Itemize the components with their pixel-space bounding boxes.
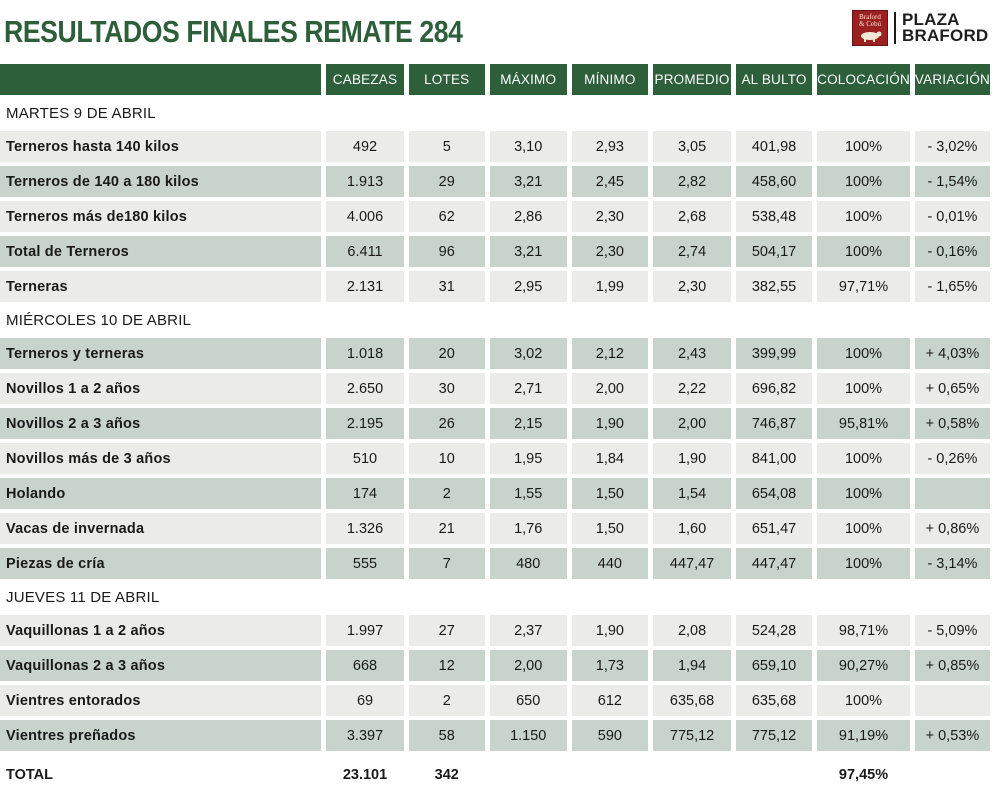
cell-variación	[915, 685, 990, 716]
cell-mínimo: 1,50	[572, 478, 649, 509]
cell-colocación: 90,27%	[817, 650, 910, 681]
cell-al-bulto: 524,28	[736, 615, 812, 646]
table-row	[0, 513, 990, 544]
cell-al-bulto: 651,47	[736, 513, 812, 544]
section-heading-row	[0, 95, 990, 131]
header-al-bulto: AL BULTO	[736, 64, 812, 95]
cell-máximo: 1,76	[490, 513, 567, 544]
table-row	[0, 373, 990, 404]
header-minimo: MÍNIMO	[572, 64, 649, 95]
cell-promedio: 2,68	[653, 201, 731, 232]
table-row	[0, 408, 990, 439]
row-label: Terneros de 140 a 180 kilos	[0, 166, 321, 197]
cell-variación: - 0,01%	[915, 201, 990, 232]
cell-máximo: 1.150	[490, 720, 567, 751]
cell-al-bulto: 696,82	[736, 373, 812, 404]
cell-lotes: 20	[409, 338, 485, 369]
cell-mínimo: 440	[572, 548, 649, 579]
cell-cabezas: 668	[326, 650, 403, 681]
cell-al-bulto: 447,47	[736, 548, 812, 579]
cow-icon	[856, 30, 884, 42]
cell-cabezas: 3.397	[326, 720, 403, 751]
cell-lotes: 21	[409, 513, 485, 544]
cell-colocación: 98,71%	[817, 615, 910, 646]
row-label: Novillos 1 a 2 años	[0, 373, 321, 404]
table-row	[0, 478, 990, 509]
badge-line-1: Braford	[859, 13, 881, 21]
section-heading-row	[0, 302, 990, 338]
page-title: RESULTADOS FINALES REMATE 284	[4, 14, 463, 49]
logo-wordmark	[902, 12, 988, 44]
cell-variación: + 4,03%	[915, 338, 990, 369]
cell-máximo: 2,71	[490, 373, 567, 404]
table-row	[0, 548, 990, 579]
header-promedio: PROMEDIO	[653, 64, 731, 95]
cell-mínimo: 2,30	[572, 201, 649, 232]
cell-colocación: 100%	[817, 685, 910, 716]
row-label: Vientres entorados	[0, 685, 321, 716]
cell-al-bulto: 775,12	[736, 720, 812, 751]
cell-mínimo: 2,45	[572, 166, 649, 197]
cell-lotes: 30	[409, 373, 485, 404]
cell-al-bulto: 659,10	[736, 650, 812, 681]
cell-variación: - 0,16%	[915, 236, 990, 267]
cell-al-bulto: 654,08	[736, 478, 812, 509]
badge-line-2: & Cebú	[859, 20, 881, 28]
total-cell	[736, 751, 812, 787]
cell-colocación: 100%	[817, 513, 910, 544]
table-row	[0, 201, 990, 232]
cell-lotes: 58	[409, 720, 485, 751]
cell-al-bulto: 382,55	[736, 271, 812, 302]
cell-máximo: 1,55	[490, 478, 567, 509]
cell-colocación: 97,71%	[817, 271, 910, 302]
cell-promedio: 1,54	[653, 478, 731, 509]
total-cell: 23.101	[326, 751, 403, 787]
cell-al-bulto: 635,68	[736, 685, 812, 716]
cell-lotes: 96	[409, 236, 485, 267]
cell-colocación: 100%	[817, 166, 910, 197]
cell-promedio: 2,74	[653, 236, 731, 267]
section-heading: JUEVES 11 DE ABRIL	[0, 579, 990, 615]
section-heading-row	[0, 579, 990, 615]
row-label: Total de Terneros	[0, 236, 321, 267]
section-heading: MARTES 9 DE ABRIL	[0, 95, 990, 131]
cell-colocación: 100%	[817, 478, 910, 509]
cell-máximo: 3,10	[490, 131, 567, 162]
results-table	[0, 64, 995, 787]
cell-variación: - 0,26%	[915, 443, 990, 474]
cell-promedio: 1,90	[653, 443, 731, 474]
table-row	[0, 166, 990, 197]
cell-promedio: 2,08	[653, 615, 731, 646]
table-row	[0, 131, 990, 162]
cell-máximo: 2,37	[490, 615, 567, 646]
cell-mínimo: 1,50	[572, 513, 649, 544]
cell-cabezas: 1.913	[326, 166, 403, 197]
cell-cabezas: 174	[326, 478, 403, 509]
section-heading: MIÉRCOLES 10 DE ABRIL	[0, 302, 990, 338]
row-label: Piezas de cría	[0, 548, 321, 579]
cell-máximo: 3,02	[490, 338, 567, 369]
cell-al-bulto: 841,00	[736, 443, 812, 474]
cell-máximo: 2,95	[490, 271, 567, 302]
cell-máximo: 480	[490, 548, 567, 579]
cell-al-bulto: 399,99	[736, 338, 812, 369]
total-cell: 97,45%	[817, 751, 910, 787]
cell-variación: - 3,02%	[915, 131, 990, 162]
cell-cabezas: 1.997	[326, 615, 403, 646]
total-cell: 342	[409, 751, 485, 787]
cell-al-bulto: 401,98	[736, 131, 812, 162]
cell-lotes: 5	[409, 131, 485, 162]
cell-máximo: 2,86	[490, 201, 567, 232]
cell-lotes: 26	[409, 408, 485, 439]
header-maximo: MÁXIMO	[490, 64, 567, 95]
header-variacion: VARIACIÓN	[915, 64, 990, 95]
cell-lotes: 10	[409, 443, 485, 474]
table-row	[0, 338, 990, 369]
cell-cabezas: 69	[326, 685, 403, 716]
cell-variación: - 3,14%	[915, 548, 990, 579]
cell-al-bulto: 458,60	[736, 166, 812, 197]
cell-variación: + 0,58%	[915, 408, 990, 439]
cell-máximo: 3,21	[490, 236, 567, 267]
cell-lotes: 7	[409, 548, 485, 579]
header-colocacion: COLOCACIÓN	[817, 64, 910, 95]
total-cell	[653, 751, 731, 787]
cell-máximo: 1,95	[490, 443, 567, 474]
cell-lotes: 2	[409, 685, 485, 716]
cell-colocación: 100%	[817, 373, 910, 404]
cell-mínimo: 1,99	[572, 271, 649, 302]
cell-colocación: 100%	[817, 201, 910, 232]
total-cell	[490, 751, 567, 787]
cell-variación: + 0,85%	[915, 650, 990, 681]
table-row	[0, 271, 990, 302]
logo-line-1: PLAZA	[902, 10, 960, 29]
row-label: Vientres preñados	[0, 720, 321, 751]
logo-line-2: BRAFORD	[902, 26, 989, 45]
cell-promedio: 2,30	[653, 271, 731, 302]
cell-cabezas: 4.006	[326, 201, 403, 232]
table-row	[0, 650, 990, 681]
cell-al-bulto: 746,87	[736, 408, 812, 439]
cell-colocación: 95,81%	[817, 408, 910, 439]
row-label: Vacas de invernada	[0, 513, 321, 544]
cell-variación: + 0,65%	[915, 373, 990, 404]
cell-promedio: 2,22	[653, 373, 731, 404]
cell-mínimo: 590	[572, 720, 649, 751]
header-lotes: LOTES	[409, 64, 485, 95]
cell-mínimo: 612	[572, 685, 649, 716]
cell-variación: + 0,53%	[915, 720, 990, 751]
cell-colocación: 100%	[817, 443, 910, 474]
cell-promedio: 3,05	[653, 131, 731, 162]
cell-mínimo: 1,73	[572, 650, 649, 681]
table-row	[0, 443, 990, 474]
header-cabezas: CABEZAS	[326, 64, 403, 95]
cell-promedio: 1,60	[653, 513, 731, 544]
cell-máximo: 2,00	[490, 650, 567, 681]
cell-variación	[915, 478, 990, 509]
cell-máximo: 650	[490, 685, 567, 716]
cell-promedio: 775,12	[653, 720, 731, 751]
row-label: Terneros más de180 kilos	[0, 201, 321, 232]
cell-cabezas: 510	[326, 443, 403, 474]
cell-colocación: 100%	[817, 338, 910, 369]
cell-promedio: 2,43	[653, 338, 731, 369]
cell-colocación: 91,19%	[817, 720, 910, 751]
cell-promedio: 2,00	[653, 408, 731, 439]
table-row	[0, 615, 990, 646]
row-label: Terneras	[0, 271, 321, 302]
cell-mínimo: 1,84	[572, 443, 649, 474]
cell-cabezas: 1.326	[326, 513, 403, 544]
cell-promedio: 447,47	[653, 548, 731, 579]
cell-cabezas: 1.018	[326, 338, 403, 369]
cell-lotes: 12	[409, 650, 485, 681]
cell-mínimo: 1,90	[572, 408, 649, 439]
cell-variación: + 0,86%	[915, 513, 990, 544]
table-body	[0, 95, 990, 787]
cell-promedio: 2,82	[653, 166, 731, 197]
row-label: Vaquillonas 2 a 3 años	[0, 650, 321, 681]
cell-al-bulto: 504,17	[736, 236, 812, 267]
cell-cabezas: 2.131	[326, 271, 403, 302]
total-row	[0, 751, 990, 787]
cell-variación: - 5,09%	[915, 615, 990, 646]
cell-promedio: 1,94	[653, 650, 731, 681]
cell-promedio: 635,68	[653, 685, 731, 716]
table-header-row	[0, 64, 990, 95]
cell-cabezas: 2.650	[326, 373, 403, 404]
row-label: Novillos más de 3 años	[0, 443, 321, 474]
table-row	[0, 720, 990, 751]
table-row	[0, 685, 990, 716]
cell-colocación: 100%	[817, 548, 910, 579]
total-cell	[915, 751, 990, 787]
cell-lotes: 27	[409, 615, 485, 646]
cell-mínimo: 2,93	[572, 131, 649, 162]
cell-cabezas: 555	[326, 548, 403, 579]
row-label: Novillos 2 a 3 años	[0, 408, 321, 439]
row-label: Terneros hasta 140 kilos	[0, 131, 321, 162]
cell-mínimo: 2,30	[572, 236, 649, 267]
cell-cabezas: 492	[326, 131, 403, 162]
cell-lotes: 29	[409, 166, 485, 197]
table-row	[0, 236, 990, 267]
cell-colocación: 100%	[817, 131, 910, 162]
row-label: Holando	[0, 478, 321, 509]
cell-lotes: 2	[409, 478, 485, 509]
cell-lotes: 62	[409, 201, 485, 232]
header-label-cell	[0, 64, 321, 95]
row-label: Vaquillonas 1 a 2 años	[0, 615, 321, 646]
cell-lotes: 31	[409, 271, 485, 302]
logo-divider	[894, 12, 896, 44]
cell-al-bulto: 538,48	[736, 201, 812, 232]
cell-colocación: 100%	[817, 236, 910, 267]
cell-mínimo: 1,90	[572, 615, 649, 646]
cell-cabezas: 6.411	[326, 236, 403, 267]
cell-cabezas: 2.195	[326, 408, 403, 439]
cell-mínimo: 2,00	[572, 373, 649, 404]
cell-mínimo: 2,12	[572, 338, 649, 369]
total-label: TOTAL	[0, 751, 321, 787]
cell-máximo: 2,15	[490, 408, 567, 439]
braford-cebu-badge	[852, 10, 888, 46]
row-label: Terneros y terneras	[0, 338, 321, 369]
plaza-braford-logo	[852, 9, 988, 47]
total-cell	[572, 751, 649, 787]
cell-variación: - 1,65%	[915, 271, 990, 302]
cell-variación: - 1,54%	[915, 166, 990, 197]
cell-máximo: 3,21	[490, 166, 567, 197]
